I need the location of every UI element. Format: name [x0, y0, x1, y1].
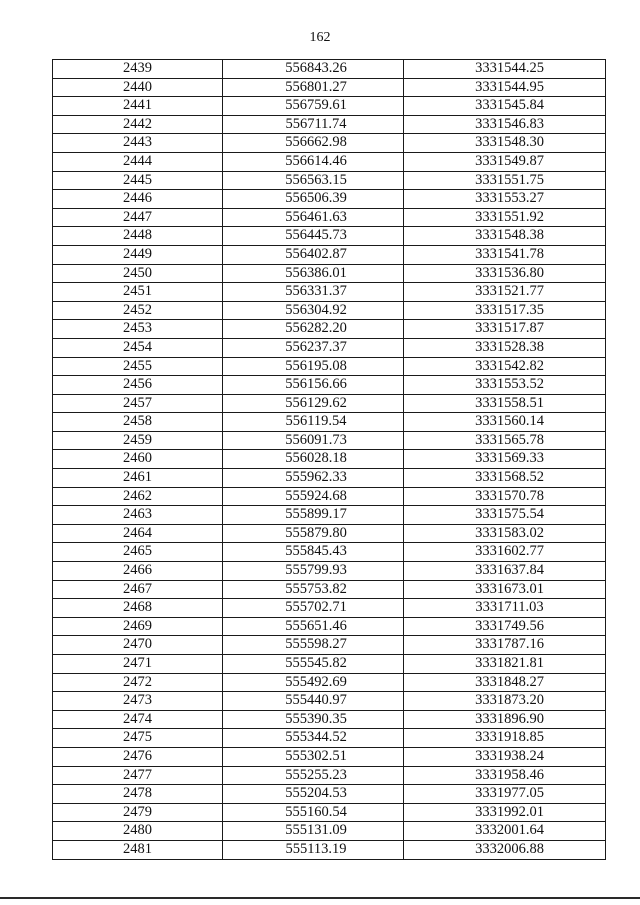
- y-coordinate-cell: 3331536.80: [404, 264, 606, 283]
- table-row: [53, 710, 606, 729]
- y-coordinate-cell: 3331548.30: [404, 134, 606, 153]
- y-coordinate-cell: 3331569.33: [404, 450, 606, 469]
- table-row: [53, 822, 606, 841]
- table-row: [53, 413, 606, 432]
- point-number-cell: 2456: [53, 376, 223, 395]
- table-row: [53, 747, 606, 766]
- point-number-cell: 2474: [53, 710, 223, 729]
- table-row: [53, 655, 606, 674]
- x-coordinate-cell: 555204.53: [223, 785, 404, 804]
- point-number-cell: 2468: [53, 599, 223, 618]
- x-coordinate-cell: 555545.82: [223, 655, 404, 674]
- y-coordinate-cell: 3331821.81: [404, 655, 606, 674]
- point-number-cell: 2446: [53, 190, 223, 209]
- x-coordinate-cell: 555302.51: [223, 747, 404, 766]
- x-coordinate-cell: 555899.17: [223, 506, 404, 525]
- x-coordinate-cell: 556759.61: [223, 97, 404, 116]
- x-coordinate-cell: 556563.15: [223, 171, 404, 190]
- x-coordinate-cell: 556119.54: [223, 413, 404, 432]
- point-number-cell: 2441: [53, 97, 223, 116]
- point-number-cell: 2477: [53, 766, 223, 785]
- table-row: [53, 450, 606, 469]
- point-number-cell: 2453: [53, 320, 223, 339]
- y-coordinate-cell: 3331549.87: [404, 152, 606, 171]
- table-row: [53, 840, 606, 859]
- y-coordinate-cell: 3331583.02: [404, 524, 606, 543]
- x-coordinate-cell: 555492.69: [223, 673, 404, 692]
- point-number-cell: 2472: [53, 673, 223, 692]
- table-row: [53, 301, 606, 320]
- x-coordinate-cell: 556445.73: [223, 227, 404, 246]
- y-coordinate-cell: 3331553.52: [404, 376, 606, 395]
- y-coordinate-cell: 3331848.27: [404, 673, 606, 692]
- table-row: [53, 97, 606, 116]
- y-coordinate-cell: 3331553.27: [404, 190, 606, 209]
- point-number-cell: 2455: [53, 357, 223, 376]
- x-coordinate-cell: 555113.19: [223, 840, 404, 859]
- x-coordinate-cell: 556237.37: [223, 338, 404, 357]
- point-number-cell: 2461: [53, 469, 223, 488]
- x-coordinate-cell: 556843.26: [223, 60, 404, 79]
- y-coordinate-cell: 3332006.88: [404, 840, 606, 859]
- y-coordinate-cell: 3331602.77: [404, 543, 606, 562]
- table-row: [53, 803, 606, 822]
- point-number-cell: 2465: [53, 543, 223, 562]
- point-number-cell: 2475: [53, 729, 223, 748]
- table-row: [53, 264, 606, 283]
- table-row: [53, 636, 606, 655]
- table-row: [53, 729, 606, 748]
- x-coordinate-cell: 556461.63: [223, 208, 404, 227]
- point-number-cell: 2445: [53, 171, 223, 190]
- page-bottom-rule: [0, 897, 640, 899]
- point-number-cell: 2451: [53, 283, 223, 302]
- x-coordinate-cell: 556662.98: [223, 134, 404, 153]
- x-coordinate-cell: 555879.80: [223, 524, 404, 543]
- table-row: [53, 190, 606, 209]
- point-number-cell: 2481: [53, 840, 223, 859]
- point-number-cell: 2471: [53, 655, 223, 674]
- y-coordinate-cell: 3331977.05: [404, 785, 606, 804]
- y-coordinate-cell: 3331541.78: [404, 245, 606, 264]
- x-coordinate-cell: 556711.74: [223, 115, 404, 134]
- y-coordinate-cell: 3331528.38: [404, 338, 606, 357]
- y-coordinate-cell: 3332001.64: [404, 822, 606, 841]
- table-row: [53, 673, 606, 692]
- page-number: 162: [309, 30, 331, 45]
- point-number-cell: 2473: [53, 692, 223, 711]
- point-number-cell: 2443: [53, 134, 223, 153]
- point-number-cell: 2464: [53, 524, 223, 543]
- table-row: [53, 599, 606, 618]
- y-coordinate-cell: 3331560.14: [404, 413, 606, 432]
- point-number-cell: 2462: [53, 487, 223, 506]
- y-coordinate-cell: 3331992.01: [404, 803, 606, 822]
- x-coordinate-cell: 555344.52: [223, 729, 404, 748]
- y-coordinate-cell: 3331517.35: [404, 301, 606, 320]
- point-number-cell: 2479: [53, 803, 223, 822]
- y-coordinate-cell: 3331673.01: [404, 580, 606, 599]
- x-coordinate-cell: 556028.18: [223, 450, 404, 469]
- table-row: [53, 785, 606, 804]
- x-coordinate-cell: 555924.68: [223, 487, 404, 506]
- table-row: [53, 580, 606, 599]
- y-coordinate-cell: 3331544.95: [404, 78, 606, 97]
- table-row: [53, 208, 606, 227]
- point-number-cell: 2449: [53, 245, 223, 264]
- point-number-cell: 2447: [53, 208, 223, 227]
- coordinate-table: [52, 59, 606, 860]
- point-number-cell: 2480: [53, 822, 223, 841]
- x-coordinate-cell: 556091.73: [223, 431, 404, 450]
- point-number-cell: 2478: [53, 785, 223, 804]
- table-row: [53, 692, 606, 711]
- table-row: [53, 524, 606, 543]
- table-row: [53, 487, 606, 506]
- point-number-cell: 2458: [53, 413, 223, 432]
- y-coordinate-cell: 3331568.52: [404, 469, 606, 488]
- coordinate-table-body: [53, 60, 606, 860]
- y-coordinate-cell: 3331558.51: [404, 394, 606, 413]
- table-row: [53, 543, 606, 562]
- x-coordinate-cell: 555131.09: [223, 822, 404, 841]
- point-number-cell: 2469: [53, 617, 223, 636]
- y-coordinate-cell: 3331544.25: [404, 60, 606, 79]
- y-coordinate-cell: 3331546.83: [404, 115, 606, 134]
- table-row: [53, 60, 606, 79]
- table-row: [53, 506, 606, 525]
- x-coordinate-cell: 555651.46: [223, 617, 404, 636]
- point-number-cell: 2452: [53, 301, 223, 320]
- y-coordinate-cell: 3331517.87: [404, 320, 606, 339]
- point-number-cell: 2450: [53, 264, 223, 283]
- x-coordinate-cell: 555799.93: [223, 562, 404, 581]
- table-row: [53, 115, 606, 134]
- table-row: [53, 171, 606, 190]
- y-coordinate-cell: 3331873.20: [404, 692, 606, 711]
- x-coordinate-cell: 556156.66: [223, 376, 404, 395]
- x-coordinate-cell: 555440.97: [223, 692, 404, 711]
- x-coordinate-cell: 556614.46: [223, 152, 404, 171]
- point-number-cell: 2476: [53, 747, 223, 766]
- table-row: [53, 320, 606, 339]
- y-coordinate-cell: 3331575.54: [404, 506, 606, 525]
- table-row: [53, 152, 606, 171]
- point-number-cell: 2460: [53, 450, 223, 469]
- x-coordinate-cell: 556402.87: [223, 245, 404, 264]
- point-number-cell: 2466: [53, 562, 223, 581]
- x-coordinate-cell: 555702.71: [223, 599, 404, 618]
- y-coordinate-cell: 3331918.85: [404, 729, 606, 748]
- y-coordinate-cell: 3331637.84: [404, 562, 606, 581]
- table-row: [53, 617, 606, 636]
- y-coordinate-cell: 3331749.56: [404, 617, 606, 636]
- y-coordinate-cell: 3331711.03: [404, 599, 606, 618]
- table-row: [53, 78, 606, 97]
- point-number-cell: 2442: [53, 115, 223, 134]
- y-coordinate-cell: 3331521.77: [404, 283, 606, 302]
- table-row: [53, 357, 606, 376]
- x-coordinate-cell: 555845.43: [223, 543, 404, 562]
- table-row: [53, 338, 606, 357]
- y-coordinate-cell: 3331551.75: [404, 171, 606, 190]
- y-coordinate-cell: 3331565.78: [404, 431, 606, 450]
- x-coordinate-cell: 555598.27: [223, 636, 404, 655]
- y-coordinate-cell: 3331545.84: [404, 97, 606, 116]
- table-row: [53, 394, 606, 413]
- point-number-cell: 2470: [53, 636, 223, 655]
- x-coordinate-cell: 555962.33: [223, 469, 404, 488]
- point-number-cell: 2439: [53, 60, 223, 79]
- table-row: [53, 469, 606, 488]
- table-row: [53, 431, 606, 450]
- point-number-cell: 2444: [53, 152, 223, 171]
- x-coordinate-cell: 556129.62: [223, 394, 404, 413]
- point-number-cell: 2457: [53, 394, 223, 413]
- point-number-cell: 2467: [53, 580, 223, 599]
- y-coordinate-cell: 3331548.38: [404, 227, 606, 246]
- table-row: [53, 562, 606, 581]
- y-coordinate-cell: 3331542.82: [404, 357, 606, 376]
- point-number-cell: 2463: [53, 506, 223, 525]
- x-coordinate-cell: 555255.23: [223, 766, 404, 785]
- y-coordinate-cell: 3331938.24: [404, 747, 606, 766]
- table-row: [53, 766, 606, 785]
- x-coordinate-cell: 555160.54: [223, 803, 404, 822]
- point-number-cell: 2454: [53, 338, 223, 357]
- x-coordinate-cell: 556506.39: [223, 190, 404, 209]
- point-number-cell: 2459: [53, 431, 223, 450]
- y-coordinate-cell: 3331787.16: [404, 636, 606, 655]
- x-coordinate-cell: 555753.82: [223, 580, 404, 599]
- table-row: [53, 376, 606, 395]
- table-row: [53, 283, 606, 302]
- table-row: [53, 134, 606, 153]
- x-coordinate-cell: 556282.20: [223, 320, 404, 339]
- y-coordinate-cell: 3331896.90: [404, 710, 606, 729]
- x-coordinate-cell: 556195.08: [223, 357, 404, 376]
- x-coordinate-cell: 556801.27: [223, 78, 404, 97]
- table-row: [53, 245, 606, 264]
- x-coordinate-cell: 556331.37: [223, 283, 404, 302]
- y-coordinate-cell: 3331551.92: [404, 208, 606, 227]
- table-row: [53, 227, 606, 246]
- x-coordinate-cell: 555390.35: [223, 710, 404, 729]
- point-number-cell: 2440: [53, 78, 223, 97]
- point-number-cell: 2448: [53, 227, 223, 246]
- x-coordinate-cell: 556386.01: [223, 264, 404, 283]
- y-coordinate-cell: 3331570.78: [404, 487, 606, 506]
- x-coordinate-cell: 556304.92: [223, 301, 404, 320]
- y-coordinate-cell: 3331958.46: [404, 766, 606, 785]
